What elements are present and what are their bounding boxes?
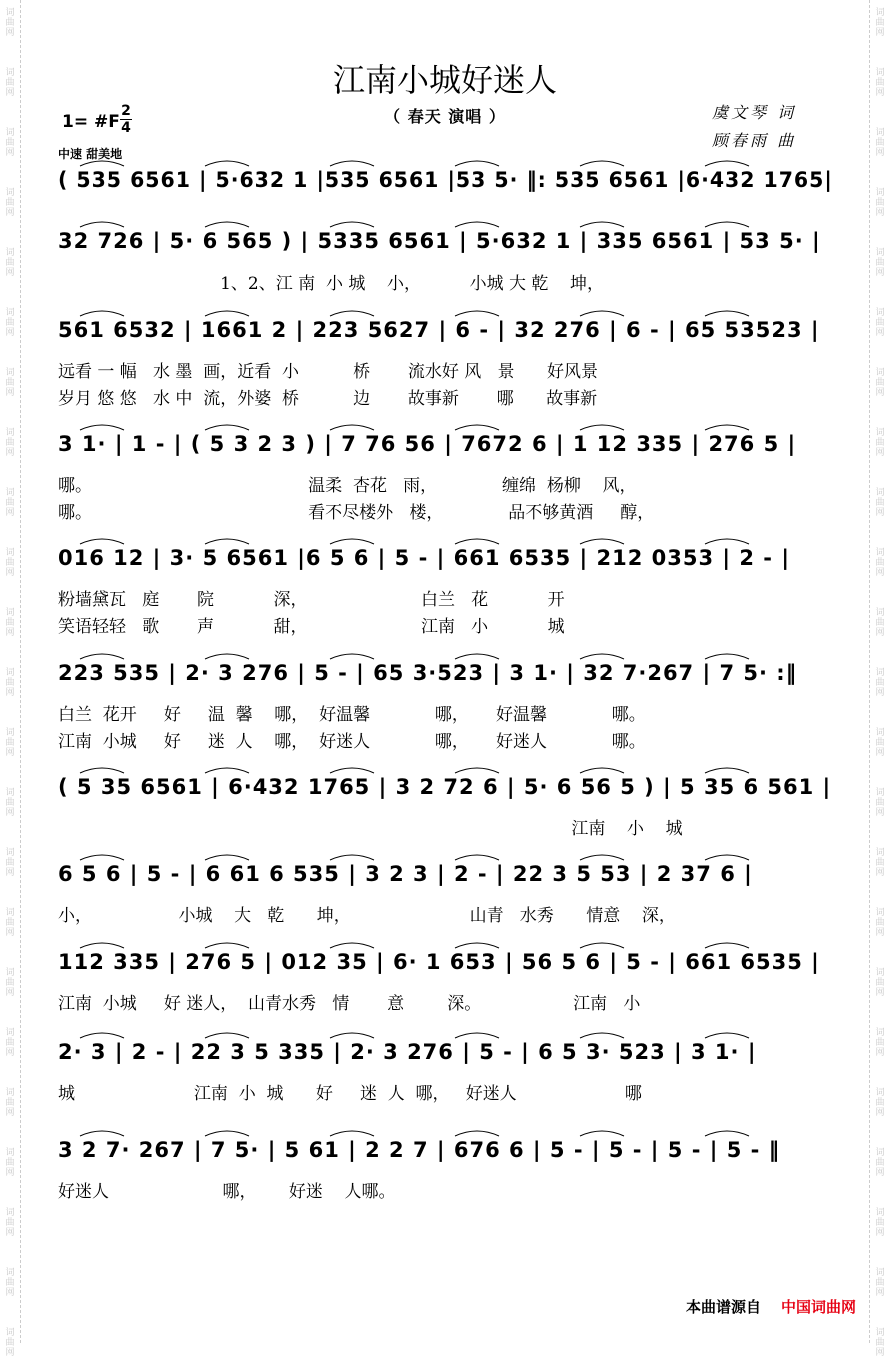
- lyric-line: 白兰 花开 好 温 馨 哪， 好温馨 哪， 好温馨 哪。: [58, 705, 646, 725]
- watermark-text: 词 曲 网: [5, 428, 15, 458]
- slur-mark: [330, 539, 374, 544]
- slur-mark: [580, 855, 624, 860]
- slur-mark: [205, 943, 249, 948]
- watermark-text: 词 曲 网: [875, 668, 885, 698]
- watermark-text: 词 曲 网: [5, 728, 15, 758]
- slur-mark: [330, 1033, 374, 1038]
- slur-mark: [580, 768, 624, 773]
- lyric-line: 哪。 看不尽楼外 楼， 品不够黄酒 醇，: [58, 503, 655, 523]
- watermark-text: 词 曲 网: [5, 668, 15, 698]
- watermark-text: 词 曲 网: [5, 1208, 15, 1238]
- singer-credit: （ 春天 演唱 ）: [384, 107, 506, 126]
- slur-mark: [205, 768, 249, 773]
- watermark-text: 词 曲 网: [875, 608, 885, 638]
- watermark-text: 词 曲 网: [5, 1148, 15, 1178]
- source-label: 本曲谱源自: [685, 1298, 761, 1316]
- watermark-text: 词 曲 网: [875, 1328, 885, 1358]
- watermark-text: 词 曲 网: [875, 968, 885, 998]
- slur-mark: [705, 311, 749, 316]
- slur-mark: [330, 943, 374, 948]
- slur-mark: [455, 768, 499, 773]
- tempo-marking: 中速 甜美地: [58, 147, 123, 161]
- slur-mark: [705, 943, 749, 948]
- slur-mark: [705, 539, 749, 544]
- slur-mark: [80, 311, 124, 316]
- slur-mark: [80, 425, 124, 430]
- watermark-text: 词 曲 网: [5, 1268, 15, 1298]
- watermark-text: 词 曲 网: [875, 488, 885, 518]
- slur-mark: [80, 539, 124, 544]
- slur-mark: [80, 654, 124, 659]
- time-signature: [120, 104, 132, 135]
- song-title: 江南小城好迷人: [332, 61, 557, 99]
- watermark-text: 词 曲 网: [875, 1148, 885, 1178]
- lyricist-credit: 虞文琴 词: [712, 103, 797, 122]
- notation-line: ( 535 6561 | 5·632 1 |535 6561 |53 5· ‖: 535 6561 |6·432 1765|: [58, 168, 833, 192]
- watermark-text: 词 曲 网: [5, 8, 15, 38]
- lyric-line: 小， 小城 大 乾 坤， 山青 水秀 情意 深，: [58, 906, 676, 926]
- lyric-line: 岁月 悠 悠 水 中 流，外婆 桥 边 故事新 哪 故事新: [58, 389, 598, 409]
- slur-mark: [705, 161, 749, 166]
- watermark-text: 词 曲 网: [875, 188, 885, 218]
- slur-mark: [580, 1131, 624, 1136]
- lyric-line: 远看 一 幅 水 墨 画，近看 小 桥 流水好 风 景 好风景: [58, 362, 598, 382]
- notation-line: 3 1· | 1 - | ( 5 3 2 3 ) | 7 76 56 | 7672 6 | 1 12 335 | 276 5 |: [58, 432, 797, 456]
- slur-mark: [580, 311, 624, 316]
- lyric-line: 粉墙黛瓦 庭 院 深， 白兰 花 开: [58, 590, 565, 610]
- watermark-text: 词 曲 网: [875, 248, 885, 278]
- watermark-text: 词 曲 网: [875, 8, 885, 38]
- source-footer: [686, 1296, 856, 1317]
- notation-line: 112 335 | 276 5 | 012 35 | 6· 1 653 | 56 5 6 | 5 - | 661 6535 |: [58, 950, 820, 974]
- slur-mark: [330, 311, 374, 316]
- slur-mark: [330, 161, 374, 166]
- watermark-text: 词 曲 网: [5, 1028, 15, 1058]
- slur-mark: [205, 222, 249, 227]
- watermark-text: 词 曲 网: [5, 908, 15, 938]
- watermark-text: 词 曲 网: [875, 1088, 885, 1118]
- watermark-text: 词 曲 网: [5, 128, 15, 158]
- slur-mark: [205, 1033, 249, 1038]
- notation-line: 561 6532 | 1661 2 | 223 5627 | 6 - | 32 276 | 6 - | 65 53523 |: [58, 318, 820, 342]
- lyric-line: 城 江南 小 城 好 迷 人 哪， 好迷人 哪: [58, 1084, 642, 1104]
- watermark-text: 词 曲 网: [875, 308, 885, 338]
- slur-mark: [80, 855, 124, 860]
- watermark-text: 词 曲 网: [875, 848, 885, 878]
- key-signature: 1= #F: [62, 112, 120, 132]
- slur-mark: [330, 768, 374, 773]
- slur-mark: [455, 654, 499, 659]
- slur-mark: [205, 855, 249, 860]
- lyric-line: 江南 小 城: [58, 819, 683, 839]
- slur-mark: [205, 1131, 249, 1136]
- watermark-text: 词 曲 网: [5, 788, 15, 818]
- watermark-text: 词 曲 网: [5, 308, 15, 338]
- slur-mark: [580, 425, 624, 430]
- slur-mark: [455, 311, 499, 316]
- slur-mark: [330, 654, 374, 659]
- time-signature-top: 2: [121, 103, 131, 119]
- source-site-link[interactable]: 中国词曲网: [780, 1298, 856, 1316]
- slur-mark: [205, 539, 249, 544]
- watermark-text: 词 曲 网: [875, 1268, 885, 1298]
- lyric-line: 江南 小城 好 迷人， 山青水秀 情 意 深。 江南 小: [58, 994, 641, 1014]
- slur-mark: [705, 1033, 749, 1038]
- slur-mark: [580, 539, 624, 544]
- slur-mark: [455, 943, 499, 948]
- slur-mark: [580, 222, 624, 227]
- lyric-line: 1、2、江 南 小 城 小， 小城 大 乾 坤，: [58, 274, 605, 294]
- slur-mark: [455, 161, 499, 166]
- slur-mark: [205, 161, 249, 166]
- slur-mark: [330, 1131, 374, 1136]
- slur-mark: [705, 855, 749, 860]
- watermark-text: 词 曲 网: [5, 848, 15, 878]
- lyric-line: 笑语轻轻 歌 声 甜， 江南 小 城: [58, 617, 565, 637]
- lyric-line: 江南 小城 好 迷 人 哪， 好迷人 哪， 好迷人 哪。: [58, 732, 646, 752]
- slur-mark: [705, 425, 749, 430]
- time-signature-bottom: 4: [121, 120, 131, 136]
- composer-credit: 顾春雨 曲: [712, 131, 797, 150]
- notation-line: 32 726 | 5· 6 565 ) | 5335 6561 | 5·632 1 | 335 6561 | 53 5· |: [58, 229, 821, 253]
- watermark-text: 词 曲 网: [875, 1208, 885, 1238]
- watermark-text: 词 曲 网: [875, 908, 885, 938]
- watermark-text: 词 曲 网: [875, 1028, 885, 1058]
- slur-mark: [455, 1033, 499, 1038]
- slur-mark: [705, 222, 749, 227]
- notation-line: ( 5 35 6561 | 6·432 1765 | 3 2 72 6 | 5· 6 56 5 ) | 5 35 6 561 |: [58, 775, 832, 799]
- slur-mark: [580, 161, 624, 166]
- watermark-text: 词 曲 网: [5, 968, 15, 998]
- watermark-text: 词 曲 网: [5, 548, 15, 578]
- watermark-text: 词 曲 网: [875, 368, 885, 398]
- notation-line: 6 5 6 | 5 - | 6 61 6 535 | 3 2 3 | 2 - | 22 3 5 53 | 2 37 6 |: [58, 862, 753, 886]
- slur-mark: [80, 943, 124, 948]
- slur-mark: [205, 654, 249, 659]
- watermark-text: 词 曲 网: [875, 728, 885, 758]
- slur-mark: [205, 311, 249, 316]
- notation-line: 2· 3 | 2 - | 22 3 5 335 | 2· 3 276 | 5 - | 6 5 3· 523 | 3 1· |: [58, 1040, 757, 1064]
- lyric-line: 好迷人 哪， 好迷 人哪。: [58, 1182, 396, 1202]
- watermark-text: 词 曲 网: [5, 68, 15, 98]
- watermark-text: 词 曲 网: [875, 428, 885, 458]
- slur-mark: [80, 1131, 124, 1136]
- slur-mark: [330, 855, 374, 860]
- notation-line: 3 2 7· 267 | 7 5· | 5 61 | 2 2 7 | 676 6 | 5 - | 5 - | 5 - | 5 - ‖: [58, 1138, 781, 1162]
- slur-mark: [455, 855, 499, 860]
- watermark-text: 词 曲 网: [5, 1088, 15, 1118]
- slur-mark: [705, 654, 749, 659]
- watermark-text: 词 曲 网: [5, 368, 15, 398]
- slur-mark: [330, 425, 374, 430]
- slur-mark: [455, 222, 499, 227]
- notation-line: 016 12 | 3· 5 6561 |6 5 6 | 5 - | 661 6535 | 212 0353 | 2 - |: [58, 546, 790, 570]
- watermark-text: 词 曲 网: [5, 488, 15, 518]
- watermark-text: 词 曲 网: [875, 128, 885, 158]
- slur-mark: [330, 222, 374, 227]
- slur-mark: [580, 1033, 624, 1038]
- watermark-text: 词 曲 网: [5, 188, 15, 218]
- slur-mark: [580, 654, 624, 659]
- slur-mark: [80, 222, 124, 227]
- slur-mark: [455, 539, 499, 544]
- notation-line: 223 535 | 2· 3 276 | 5 - | 65 3·523 | 3 1· | 32 7·267 | 7 5· :‖: [58, 661, 798, 685]
- watermark-text: 词 曲 网: [5, 1328, 15, 1358]
- watermark-text: 词 曲 网: [5, 248, 15, 278]
- slur-mark: [705, 768, 749, 773]
- slur-mark: [80, 768, 124, 773]
- slur-mark: [80, 1033, 124, 1038]
- watermark-text: 词 曲 网: [875, 788, 885, 818]
- watermark-text: 词 曲 网: [875, 548, 885, 578]
- slur-mark: [205, 425, 249, 430]
- slur-mark: [455, 1131, 499, 1136]
- watermark-text: 词 曲 网: [875, 68, 885, 98]
- watermark-text: 词 曲 网: [5, 608, 15, 638]
- slur-mark: [705, 1131, 749, 1136]
- slur-mark: [580, 943, 624, 948]
- lyric-line: 哪。 温柔 杏花 雨， 缠绵 杨柳 风，: [58, 476, 637, 496]
- slur-mark: [455, 425, 499, 430]
